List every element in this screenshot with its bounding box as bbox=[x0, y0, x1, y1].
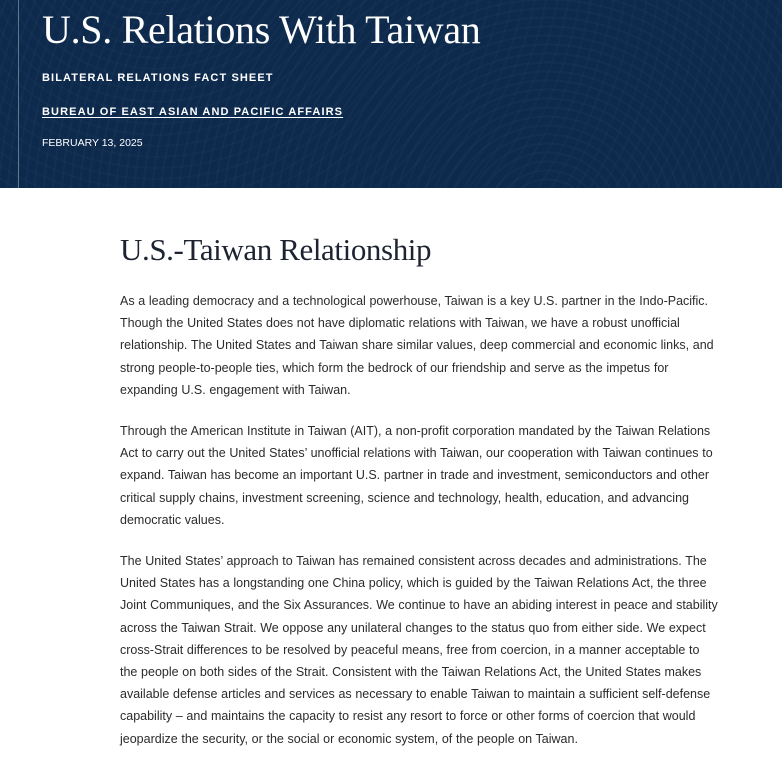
document-type-label: BILATERAL RELATIONS FACT SHEET bbox=[42, 72, 274, 84]
page-title: U.S. Relations With Taiwan bbox=[42, 7, 481, 52]
hero-vertical-rule bbox=[18, 0, 19, 188]
bureau-link[interactable]: BUREAU OF EAST ASIAN AND PACIFIC AFFAIRS bbox=[42, 106, 344, 118]
paragraph-1: As a leading democracy and a technological powerhouse, Taiwan is a key U.S. partner in the Indo-Pacific. Though the United States does not have diplomatic relations with Taiwan, we have a robust unofficial relationship. The United States and Taiwan share similar values, deep commercial and economic links, and strong people-to-people ties, which form the bedrock of our friendship and serve as the impetus for expanding U.S. engagement with Taiwan. bbox=[120, 294, 714, 397]
hero-kicker bbox=[42, 0, 114, 1]
paragraph-2: Through the American Institute in Taiwan (AIT), a non-profit corporation mandated by the Taiwan Relations Act to carry out the United States’ unofficial relations with Taiwan, our cooperation with Taiwan continues to expand. Taiwan has become an important U.S. partner in trade and investment, semiconductors and other critical supply chains, investment screening, science and technology, health, education, and advancing democratic values. bbox=[120, 424, 713, 527]
hero-banner bbox=[0, 0, 782, 188]
article-body bbox=[120, 230, 720, 769]
section-heading: U.S.-Taiwan Relationship bbox=[120, 232, 432, 267]
publish-date: FEBRUARY 13, 2025 bbox=[42, 137, 143, 149]
paragraph-3: The United States’ approach to Taiwan has remained consistent across decades and administrations. The United States has a longstanding one China policy, which is guided by the Taiwan Relations Act, the three Joint Communiques, and the Six Assurances. We continue to have an abiding interest in peace and stability across the Taiwan Strait. We oppose any unilateral changes to the status quo from either side. We expect cross-Strait differences to be resolved by peaceful means, free from coercion, in a manner acceptable to the people on both sides of the Strait. Consistent with the Taiwan Relations Act, the United States makes available defense articles and services as necessary to enable Taiwan to maintain a sufficient self-defense capability – and maintains the capacity to resist any resort to force or other forms of coercion that would jeopardize the security, or the social or economic system, of the people on Taiwan. bbox=[120, 554, 718, 746]
